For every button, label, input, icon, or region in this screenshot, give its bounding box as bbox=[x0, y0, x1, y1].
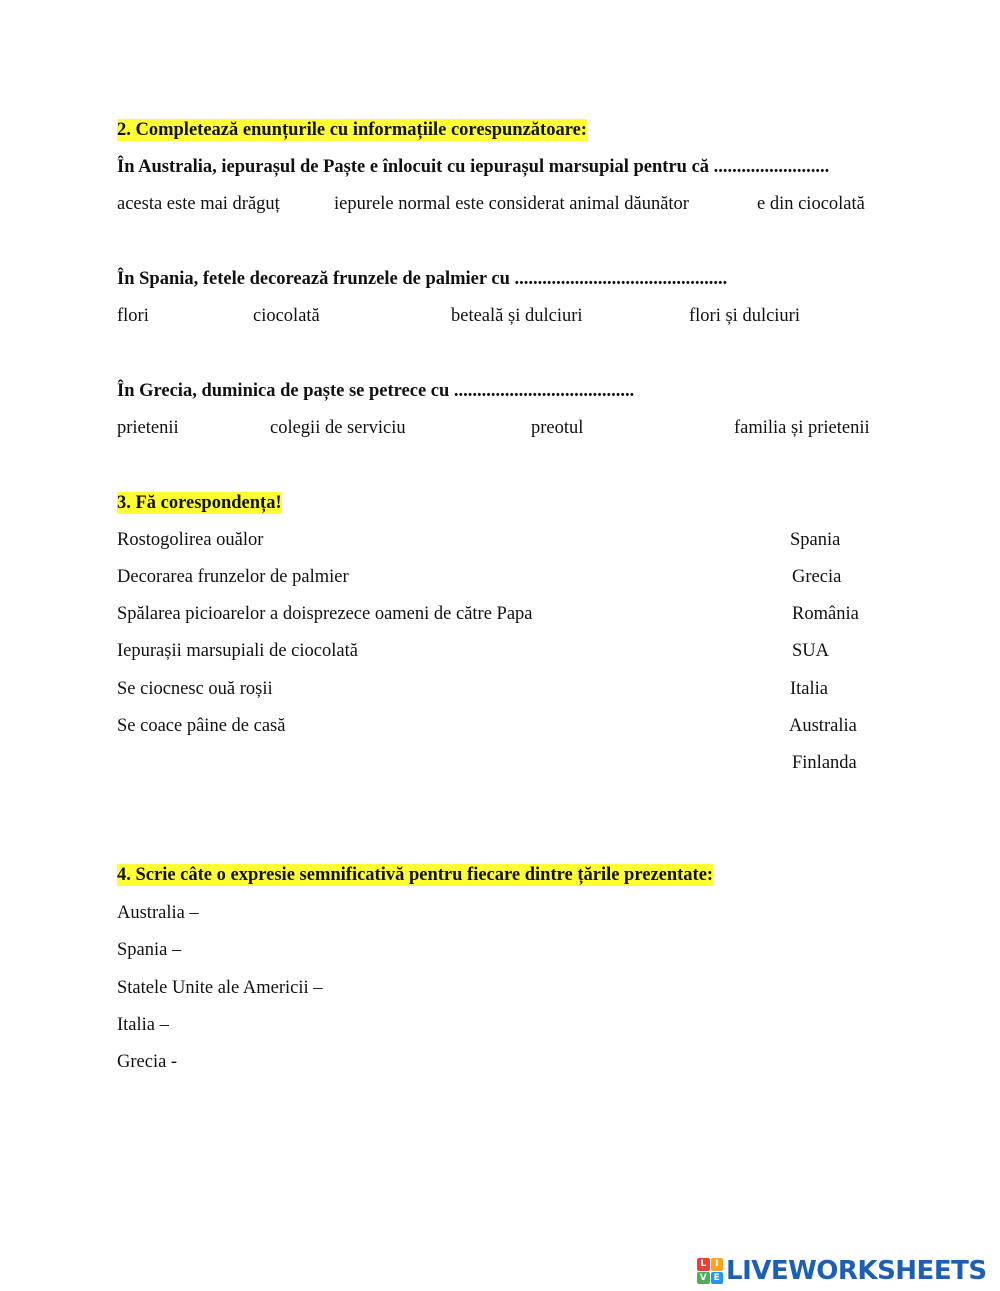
option-spania-2[interactable]: ciocolată bbox=[253, 306, 320, 326]
section3-heading: 3. Fă corespondența! bbox=[117, 493, 282, 513]
logo-icon bbox=[697, 1258, 723, 1284]
section2-heading: 2. Completează enunțurile cu informațiile corespunzătoare: bbox=[117, 120, 587, 140]
option-grecia-4[interactable]: familia și prietenii bbox=[734, 418, 870, 438]
match-left-item[interactable]: Se coace pâine de casă bbox=[117, 716, 286, 736]
option-spania-1[interactable]: flori bbox=[117, 306, 149, 326]
question-australia: În Australia, iepurașul de Paște e înlocuit cu iepurașul marsupial pentru că ......................... bbox=[117, 157, 830, 177]
match-left-item[interactable]: Se ciocnesc ouă roșii bbox=[117, 679, 273, 699]
match-right-item[interactable]: Spania bbox=[790, 530, 841, 550]
match-right-item[interactable]: Australia bbox=[789, 716, 857, 736]
expression-item[interactable]: Grecia - bbox=[117, 1052, 178, 1072]
option-australia-3[interactable]: e din ciocolată bbox=[757, 194, 865, 214]
expression-item[interactable]: Statele Unite ale Americii – bbox=[117, 978, 323, 998]
expression-item[interactable]: Italia – bbox=[117, 1015, 169, 1035]
liveworksheets-logo bbox=[697, 1254, 987, 1288]
match-right-item[interactable]: Grecia bbox=[792, 567, 842, 587]
match-right-item[interactable]: România bbox=[792, 604, 859, 624]
match-left-item[interactable]: Decorarea frunzelor de palmier bbox=[117, 567, 349, 587]
section4-heading: 4. Scrie câte o expresie semnificativă pentru fiecare dintre țările prezentate: bbox=[117, 865, 714, 885]
logo-letter: L bbox=[697, 1258, 710, 1271]
logo-text: LIVEWORKSHEETS bbox=[726, 1256, 987, 1286]
logo-letter: E bbox=[711, 1272, 724, 1285]
option-australia-1[interactable]: acesta este mai drăguț bbox=[117, 194, 280, 214]
logo-letter: I bbox=[711, 1258, 724, 1271]
question-spania: În Spania, fetele decorează frunzele de palmier cu .............................................. bbox=[117, 269, 728, 289]
expression-item[interactable]: Spania – bbox=[117, 940, 182, 960]
option-spania-4[interactable]: flori și dulciuri bbox=[689, 306, 800, 326]
logo-letter: V bbox=[697, 1272, 710, 1285]
option-grecia-3[interactable]: preotul bbox=[531, 418, 584, 438]
match-left-item[interactable]: Rostogolirea ouălor bbox=[117, 530, 264, 550]
match-right-item[interactable]: Italia bbox=[790, 679, 829, 699]
option-australia-2[interactable]: iepurele normal este considerat animal dăunător bbox=[334, 194, 689, 214]
question-grecia: În Grecia, duminica de paște se petrece cu ....................................... bbox=[117, 381, 635, 401]
option-grecia-2[interactable]: colegii de serviciu bbox=[270, 418, 406, 438]
expression-item[interactable]: Australia – bbox=[117, 903, 199, 923]
option-spania-3[interactable]: beteală și dulciuri bbox=[451, 306, 583, 326]
match-left-item[interactable]: Iepurașii marsupiali de ciocolată bbox=[117, 641, 358, 661]
option-grecia-1[interactable]: prietenii bbox=[117, 418, 179, 438]
match-right-item[interactable]: Finlanda bbox=[792, 753, 857, 773]
match-left-item[interactable]: Spălarea picioarelor a doisprezece oameni de către Papa bbox=[117, 604, 533, 624]
match-right-item[interactable]: SUA bbox=[792, 641, 830, 661]
